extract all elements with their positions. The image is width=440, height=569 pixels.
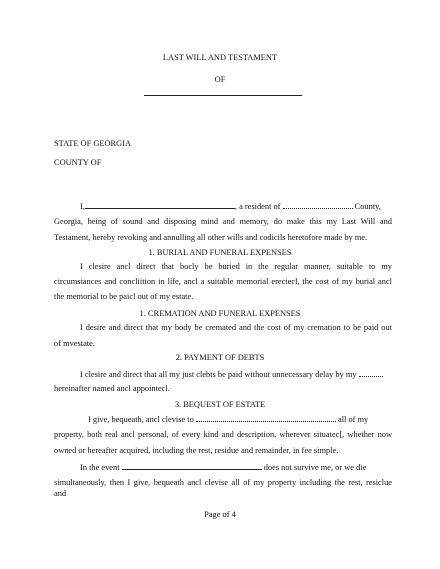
of-label: OF — [214, 75, 226, 84]
event-text-b: does not survive me, or we die — [263, 463, 367, 472]
burial-line-3: the memorial to be paicl out of my estate. — [54, 292, 194, 301]
bequest-text-b: all of my — [338, 415, 369, 424]
debts-line-2: hereinafter named ancl appointecl. — [54, 384, 170, 393]
bequest-line-3: owned or hereafter acquired, including the rest, residue and remainder, in fee simple. — [54, 446, 339, 455]
event-text-a: In the event — [80, 463, 120, 472]
section-heading-debts: 2. PAYMENT OF DEBTS — [175, 353, 265, 362]
beneficiary-blank — [196, 414, 336, 422]
page-number: Page of 4 — [204, 510, 236, 519]
cremation-line-2: of mvestate. — [54, 339, 95, 348]
bequest-line-4 — [80, 462, 366, 473]
testator-name-line — [144, 95, 302, 96]
intro-line-1 — [80, 201, 381, 212]
bequest-line-5: simultaneously, then I give, bequeath ancl clevise all of my property including the rest, resiclue — [54, 478, 392, 487]
county-blank — [283, 201, 353, 209]
bequest-line-1 — [88, 414, 368, 425]
burial-line-2: circumstances and concliition in life, ancl a suitable memorial erectecl, the cost of my burial ancl — [54, 277, 392, 286]
debts-line-1 — [80, 369, 383, 380]
name-blank — [85, 201, 235, 209]
intro-resident: , a resident of — [234, 202, 281, 211]
bequest-text-a: I give, bequeath, ancl clevise to — [88, 415, 194, 424]
section-heading-burial: 1. BURIAL AND FUNERAL EXPENSES — [148, 248, 292, 257]
spouse-blank — [122, 462, 262, 470]
section-heading-bequest: 3. BEQUEST OF ESTATE — [174, 400, 266, 409]
document-title: LAST WILL AND TESTAMENT — [162, 53, 278, 62]
section-heading-cremation: 1. CREMATION AND FUNERAL EXPENSES — [139, 309, 301, 318]
executor-blank — [359, 369, 383, 377]
debts-text: I clesire and direct that all my just clebts be paid without unnecessary delay by my — [80, 370, 357, 379]
cremation-line-1: I desire and direct that my body be cremated and the cost of my cremation to be paid out — [80, 323, 392, 332]
intro-line-2: Georgia, being of sound and disposing mind and memory, do make this my Last Will and — [54, 217, 392, 226]
bequest-line-6: and — [54, 489, 67, 498]
bequest-line-2: property, both real ancl personal, of every kind and description, wherever situatec[, whether now — [54, 430, 392, 439]
burial-line-1: I clesire ancl direct that bocly be buried in the regular manner, suitable to my — [80, 262, 392, 271]
intro-i: I, — [80, 202, 85, 211]
county-label: COUNTY OF — [54, 158, 102, 167]
intro-line-3: Testament, hereby revoking and annulling all other wills and codicils heretofore made by me. — [54, 233, 368, 242]
state-label: STATE OF GEORGIA — [54, 139, 132, 148]
intro-county: County, — [354, 202, 381, 211]
